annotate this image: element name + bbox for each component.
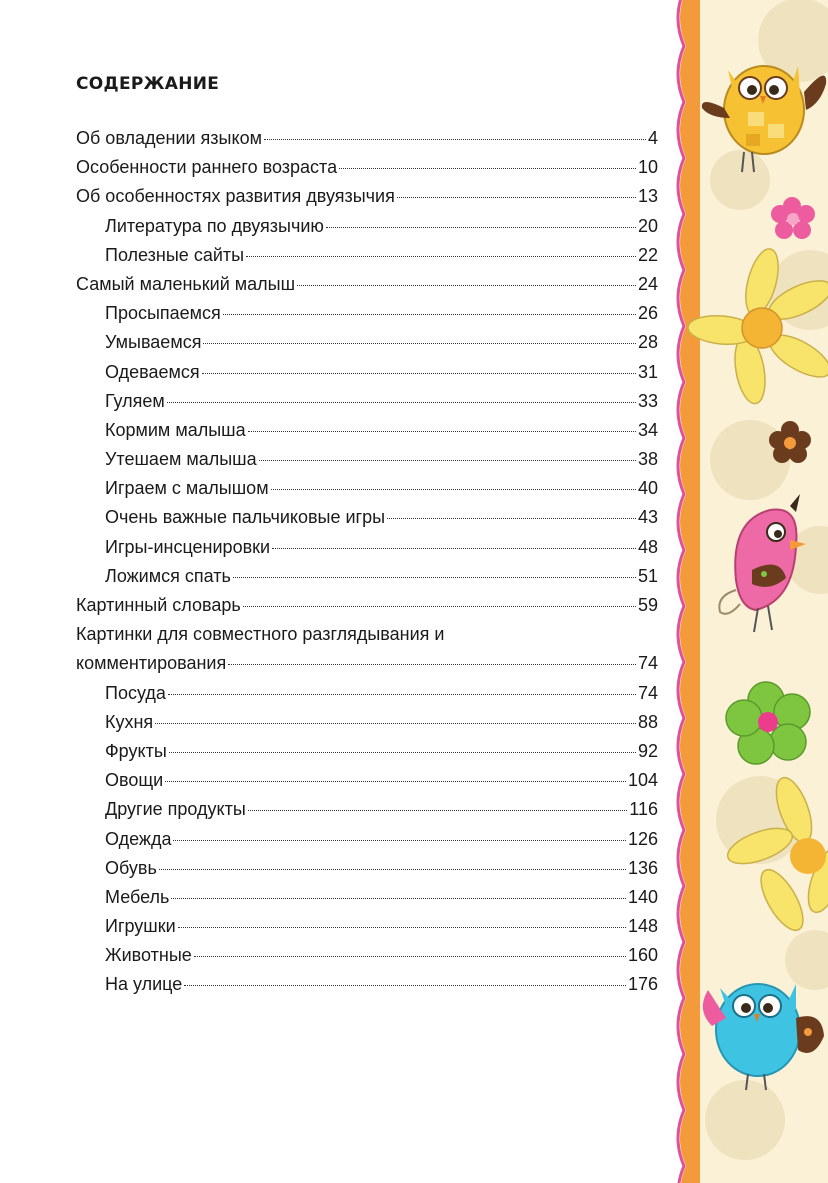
toc-leader-dots	[155, 723, 636, 724]
toc-entry	[76, 503, 658, 532]
toc-leader-dots	[259, 460, 636, 461]
toc-entry-page: 126	[627, 828, 658, 849]
toc-entry-label: Об особенностях развития двуязычия	[76, 186, 395, 207]
toc-entry-page: 140	[627, 886, 658, 907]
toc-entry-label: Фрукты	[105, 740, 167, 761]
toc-entry	[76, 358, 658, 387]
toc-entry-page: 40	[637, 478, 658, 499]
toc-entry-label: Утешаем малыша	[105, 449, 257, 470]
toc-entry	[76, 795, 658, 824]
toc-entry	[76, 387, 658, 416]
toc-entry-page: 92	[637, 740, 658, 761]
toc-entry-page: 38	[637, 449, 658, 470]
toc-entry-page: 34	[637, 419, 658, 440]
toc-leader-dots	[169, 752, 636, 753]
toc-leader-dots	[271, 489, 636, 490]
toc-entry	[76, 270, 658, 299]
toc-entry	[76, 562, 658, 591]
toc-entry	[76, 299, 658, 328]
toc-leader-dots	[297, 285, 636, 286]
toc-entry-page: 26	[637, 303, 658, 324]
toc-entry-label: Особенности раннего возраста	[76, 157, 338, 178]
toc-entry-page: 74	[637, 682, 658, 703]
toc-entry	[76, 328, 658, 357]
toc-leader-dots	[264, 139, 646, 140]
toc-entry-label: Игры-инсценировки	[105, 536, 271, 557]
toc-entry	[76, 591, 658, 620]
toc-entry-label: Обувь	[105, 857, 157, 878]
toc-leader-dots	[203, 343, 636, 344]
toc-entry	[76, 153, 658, 182]
toc-leader-dots	[194, 956, 626, 957]
toc-entry-page: 88	[637, 711, 658, 732]
toc-entry-label: Ложимся спать	[105, 565, 231, 586]
toc-entry-label: Одеваемся	[105, 361, 200, 382]
toc-leader-dots	[159, 869, 626, 870]
toc-entry-label: Кормим малыша	[105, 419, 246, 440]
toc-entry-page: 59	[637, 595, 658, 615]
toc-entry-label: комментирования	[76, 653, 227, 674]
toc-entry-page: 43	[637, 507, 658, 528]
toc-entry-label: Другие продукты	[105, 799, 246, 820]
toc-leader-dots	[228, 664, 636, 665]
toc-entry	[76, 708, 658, 737]
toc-entry-page: 33	[637, 390, 658, 411]
toc-entry-label: Просыпаемся	[105, 303, 221, 324]
toc-entry-label: Играем с малышом	[105, 478, 269, 499]
toc-entry-page: 24	[637, 273, 658, 294]
toc-entry	[76, 620, 658, 649]
toc-entry-label: На улице	[105, 974, 183, 995]
toc-entry	[76, 241, 658, 270]
toc-entry-label: Картинный словарь	[76, 595, 241, 615]
toc-entry-page: 31	[637, 361, 658, 382]
decorative-border	[676, 0, 828, 1183]
toc-leader-dots	[246, 256, 636, 257]
toc-entry	[76, 445, 658, 474]
toc-entry-page: 22	[637, 244, 658, 265]
toc-entry-label: Об овладении языком	[76, 128, 262, 148]
toc-entry-label: Картинки для совместного разглядывания и	[76, 624, 445, 645]
toc-leader-dots	[248, 810, 628, 811]
toc-leader-dots	[167, 402, 636, 403]
toc-entry-page: 136	[627, 857, 658, 878]
toc-entry-page: 51	[637, 565, 658, 586]
toc-entry-page: 116	[629, 799, 658, 820]
toc-leader-dots	[326, 227, 636, 228]
toc-entry-label: Игрушки	[105, 916, 176, 937]
toc-entry	[76, 854, 658, 883]
toc-entry-label: Овощи	[105, 770, 164, 791]
toc-entry-label: Посуда	[105, 682, 166, 703]
toc-entry-label: Мебель	[105, 886, 170, 907]
toc-entry-page: 74	[637, 653, 658, 674]
toc-entry	[76, 970, 658, 999]
toc-entry	[76, 649, 658, 678]
toc-leader-dots	[272, 548, 636, 549]
toc-leader-dots	[168, 694, 636, 695]
toc-entry	[76, 941, 658, 970]
toc-list	[76, 124, 658, 1000]
toc-entry-label: Самый маленький малыш	[76, 273, 296, 294]
toc-entry	[76, 737, 658, 766]
toc-entry-label: Кухня	[105, 711, 154, 732]
toc-entry-page: 48	[637, 536, 658, 557]
toc-entry	[76, 212, 658, 241]
toc-entry-page: 104	[627, 770, 658, 791]
toc-leader-dots	[339, 168, 636, 169]
toc-entry-page: 4	[647, 128, 658, 148]
toc-entry	[76, 766, 658, 795]
toc-entry-label: Одежда	[105, 828, 172, 849]
toc-leader-dots	[248, 431, 636, 432]
toc-entry-label: Литература по двуязычию	[105, 215, 324, 236]
toc-entry-label: Полезные сайты	[105, 244, 245, 265]
toc-leader-dots	[233, 577, 636, 578]
toc-leader-dots	[397, 197, 636, 198]
toc-entry-label: Умываемся	[105, 332, 202, 353]
toc-entry-page: 176	[627, 974, 658, 995]
toc-entry-label: Животные	[105, 945, 192, 966]
toc-leader-dots	[171, 898, 626, 899]
toc-entry	[76, 679, 658, 708]
toc-leader-dots	[223, 314, 636, 315]
toc-leader-dots	[387, 518, 636, 519]
toc-entry	[76, 474, 658, 503]
toc-leader-dots	[202, 373, 636, 374]
toc-entry	[76, 883, 658, 912]
toc-entry	[76, 182, 658, 211]
table-of-contents	[76, 68, 658, 1000]
toc-entry	[76, 416, 658, 445]
toc-title: СОДЕРЖАНИЕ	[76, 74, 220, 94]
toc-entry-page: 28	[637, 332, 658, 353]
toc-leader-dots	[173, 840, 625, 841]
toc-entry-page: 160	[627, 945, 658, 966]
toc-entry	[76, 124, 658, 153]
toc-leader-dots	[243, 606, 636, 607]
toc-entry-label: Очень важные пальчиковые игры	[105, 507, 386, 528]
toc-entry	[76, 533, 658, 562]
toc-entry-page: 10	[637, 157, 658, 178]
toc-entry-page: 20	[637, 215, 658, 236]
toc-leader-dots	[184, 985, 626, 986]
toc-entry-page: 13	[637, 186, 658, 207]
toc-entry	[76, 912, 658, 941]
toc-entry-label: Гуляем	[105, 390, 165, 411]
toc-entry-page: 148	[627, 916, 658, 937]
toc-leader-dots	[165, 781, 626, 782]
toc-entry	[76, 825, 658, 854]
toc-leader-dots	[178, 927, 626, 928]
